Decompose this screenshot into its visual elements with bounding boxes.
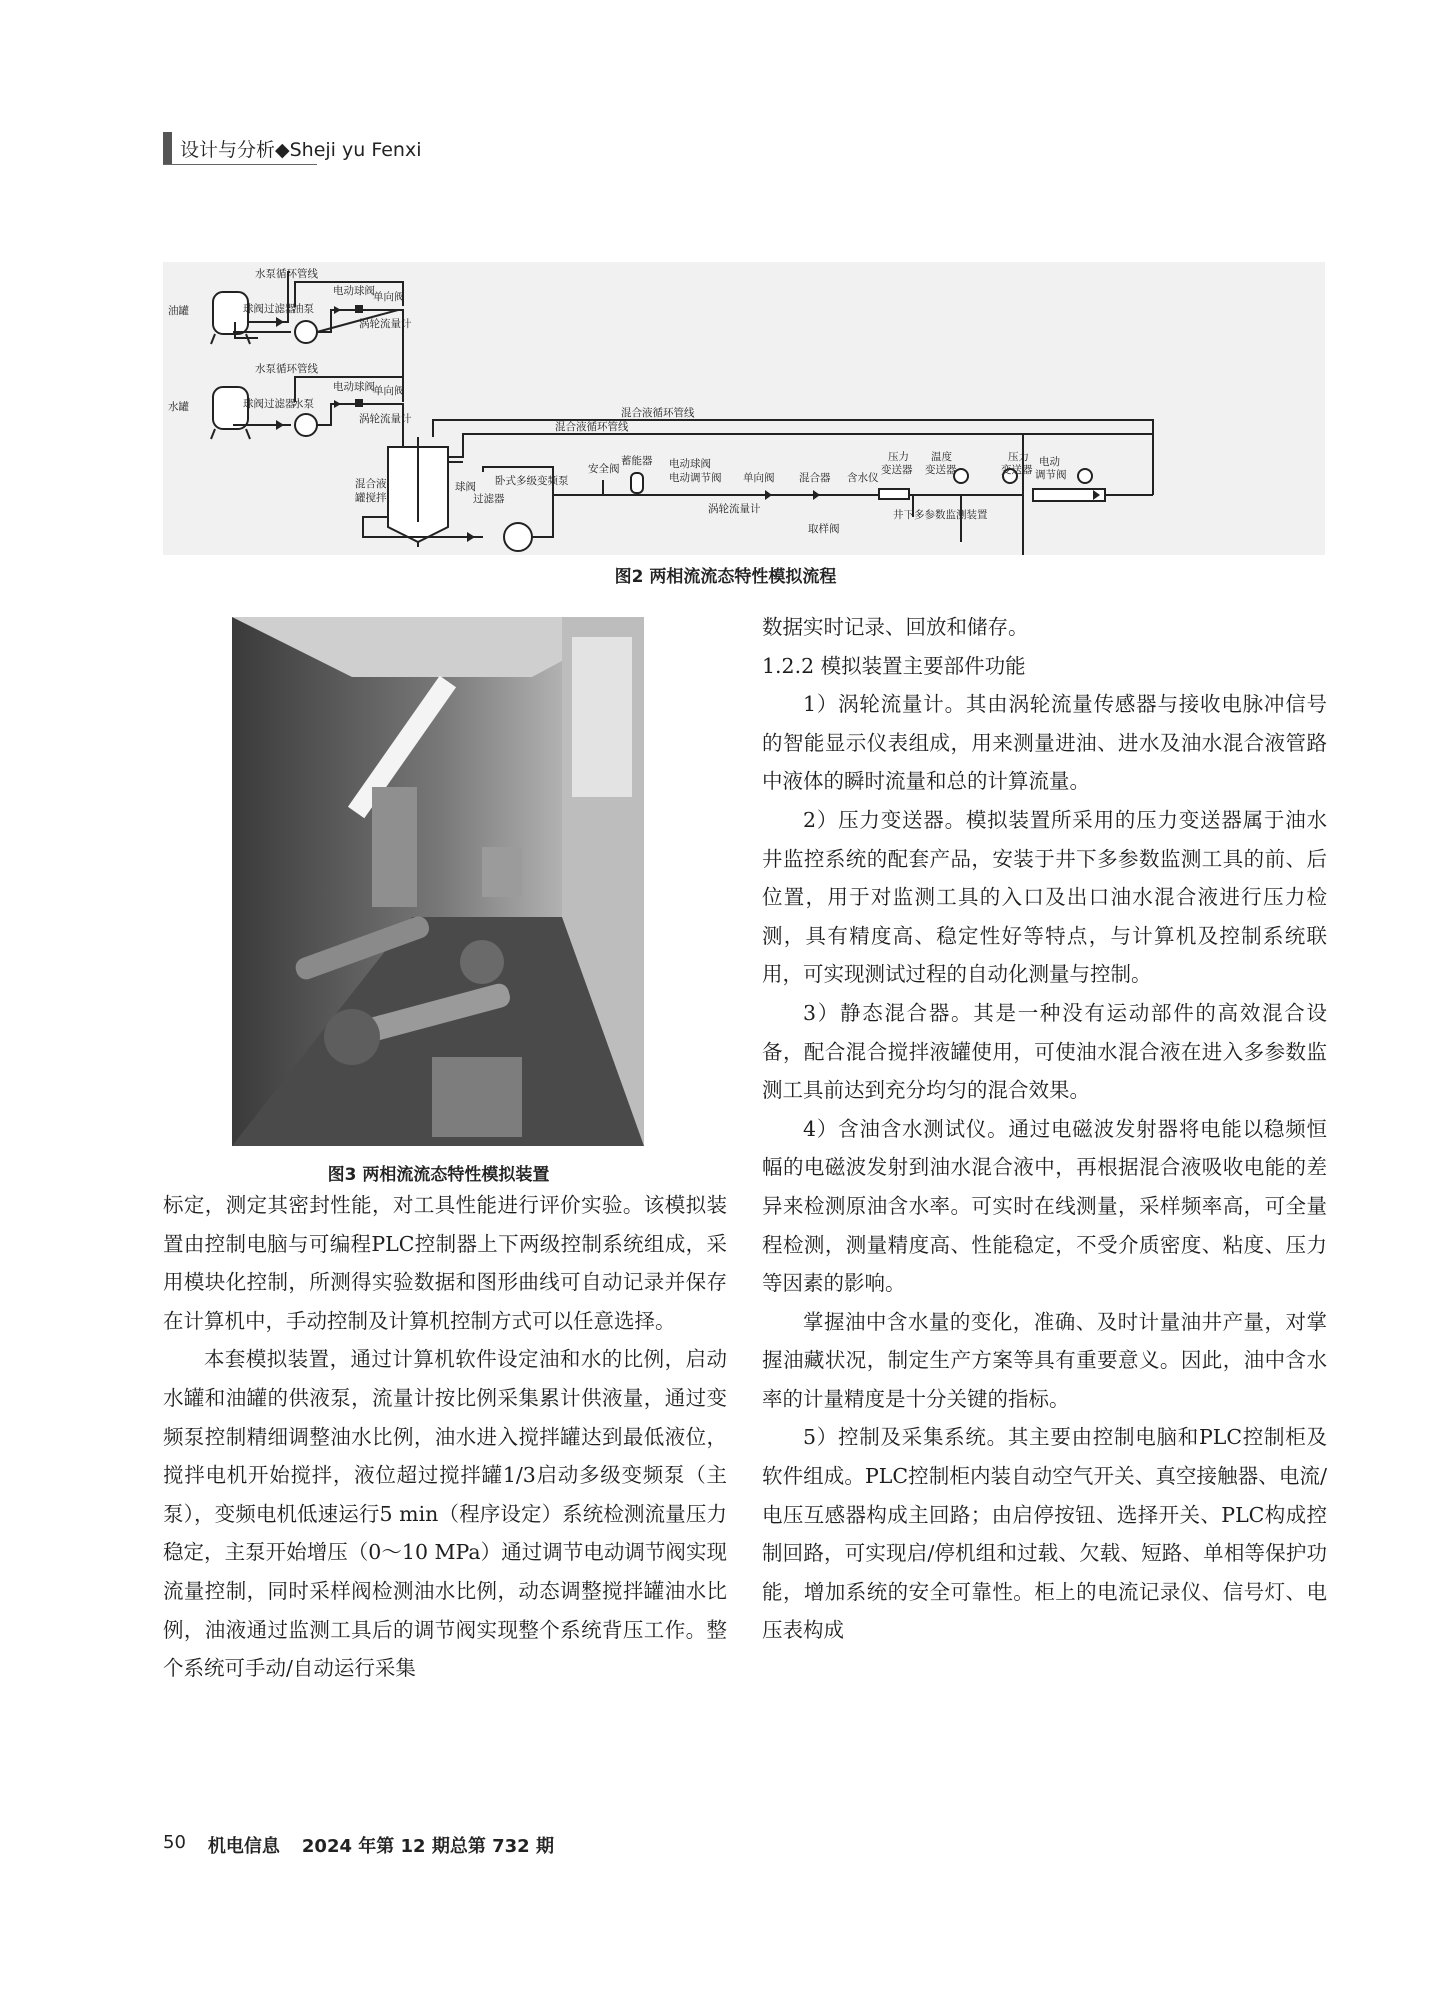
label-ball-valve-3: 球阀 [455, 481, 476, 493]
main-pump-shape [504, 523, 532, 551]
water-pump-shape [295, 414, 317, 436]
header-text: 设计与分析◆Sheji yu Fenxi [180, 138, 422, 161]
label-turbine-flowmeter-2: 涡轮流量计 [359, 413, 412, 425]
running-header [163, 132, 421, 164]
right-paragraph-1: 数据实时记录、回放和储存。 [762, 615, 1029, 639]
figure-3-photo [232, 617, 644, 1146]
right-column [762, 608, 1327, 1650]
figure-2-diagram [163, 262, 1325, 555]
right-paragraph-static-mixer: 3）静态混合器。其是一种没有运动部件的高效混合设备，配合混合搅拌液罐使用，可使油水混合液在进入多参数监测工具前达到充分均匀的混合效果。 [762, 1000, 1327, 1103]
label-mix-tank-2: 罐搅拌 [355, 492, 387, 504]
section-heading-1-2-2: 1.2.2 模拟装置主要部件功能 [762, 653, 1026, 678]
label-motor-a: 电动 [1039, 456, 1060, 468]
label-mix-tank-1: 混合液 [355, 478, 387, 490]
label-sampling-valve: 取样阀 [808, 523, 840, 535]
label-downhole-device: 井下多参数监测装置 [893, 509, 988, 521]
right-paragraph-control-system: 5）控制及采集系统。其主要由控制电脑和PLC控制柜及软件组成。PLC控制柜内装自动空气开关、真空接触器、电流/电压互感器构成主回路；由启停按钮、选择开关、PLC构成控制回路，可实现启/停机组和过载、欠载、短路、单相等保护功能，增加系统的安全可靠性。柜上的电流记录仪、信号灯、电压表构成 [762, 1425, 1327, 1643]
label-motor-b: 调节阀 [1035, 469, 1067, 481]
right-paragraph-water-cut-meter: 4）含油含水测试仪。通过电磁波发射器将电能以稳频恒幅的电磁波发射到油水混合液中，再根据混合液吸收电能的差异来检测原油含水率。可实时在线测量，采样频率高，可全量程检测，测量精度高、性能稳定，不受介质密度、粘度、压力等因素的影响。 [762, 1116, 1327, 1296]
label-pressure-1b: 变送器 [881, 464, 913, 476]
figure-2-caption: 图2 两相流流态特性模拟流程 [614, 567, 837, 587]
label-motor-ball-valve-2: 电动球阀 [333, 381, 375, 393]
label-filter-3: 过滤器 [473, 493, 505, 505]
left-paragraph-2: 本套模拟装置，通过计算机软件设定油和水的比例，启动水罐和油罐的供液泵，流量计按比例采集累计供液量，通过变频泵控制精细调整油水比例，油水进入搅拌罐达到最低液位，搅拌电机开始搅拌，液位超过搅拌罐1/3启动多级变频泵（主泵），变频电机低速运行5 min（程序设定）系统检测流量压力稳定，主泵开始增压（0～10 MPa）通过调节电动调节阀实现流量控制，同时采样阀检测油水比例，动态调整搅拌罐油水比例，油液通过监测工具后的调节阀实现整个系统背压工作。整个系统可手动/自动运行采集 [163, 1347, 727, 1681]
mixer-shape [879, 489, 909, 499]
figure-3-caption: 图3 两相流流态特性模拟装置 [327, 1165, 550, 1185]
label-temp-b: 变送器 [925, 464, 957, 476]
flow-diagram-svg [163, 262, 1325, 555]
label-water-pump: 水泵 [293, 398, 314, 410]
label-turbine-flowmeter-3: 涡轮流量计 [708, 503, 761, 515]
label-ball-valve-2: 球阀 [243, 398, 264, 410]
right-paragraph-water-content: 掌握油中含水量的变化，准确、及时计量油井产量，对掌握油藏状况，制定生产方案等具有重要意义。因此，油中含水率的计量精度是十分关键的指标。 [762, 1309, 1327, 1411]
journal-name: 机电信息 [207, 1836, 280, 1857]
label-horizontal-pump: 卧式多级变频泵 [495, 475, 569, 487]
label-ball-valve-1: 球阀 [243, 303, 264, 315]
label-temp-a: 温度 [931, 451, 952, 463]
label-motor-ball-valve-1: 电动球阀 [333, 285, 375, 297]
left-column [163, 1186, 727, 1688]
journal-issue: 2024 年第 12 期总第 732 期 [301, 1836, 554, 1857]
label-water-loop-1: 水泵循环管线 [255, 268, 318, 280]
label-water-meter: 含水仪 [847, 472, 879, 484]
label-mix-loop-1: 混合液循环管线 [621, 407, 695, 419]
label-check-valve-1: 单向阀 [373, 291, 405, 303]
label-motor-ball-valve-3: 电动球阀 [669, 458, 711, 470]
label-water-tank: 水罐 [168, 401, 189, 413]
label-water-loop-2: 水泵循环管线 [255, 363, 318, 375]
header-rule [163, 164, 317, 165]
left-paragraph-1: 标定，测定其密封性能，对工具性能进行评价实验。该模拟装置由控制电脑与可编程PLC控制器上下两级控制系统组成，采用模块化控制，所测得实验数据和图形曲线可自动记录并保存在计算机中，手动控制及计算机控制方式可以任意选择。 [163, 1193, 727, 1333]
label-pressure-2b: 变送器 [1001, 464, 1033, 476]
label-turbine-flowmeter-1: 涡轮流量计 [359, 318, 412, 330]
header-bar [163, 132, 172, 164]
label-filter-2: 过滤器 [264, 398, 296, 410]
label-pressure-2a: 压力 [1008, 451, 1029, 463]
label-check-valve-2: 单向阀 [373, 385, 405, 397]
label-safety-valve: 安全阀 [588, 463, 620, 475]
page-footer [163, 1832, 554, 1858]
accumulator-shape [631, 473, 643, 493]
right-paragraph-pressure-transmitter: 2）压力变送器。模拟装置所采用的压力变送器属于油水井监控系统的配套产品，安装于井下多参数监测工具的前、后位置，用于对监测工具的入口及出口油水混合液进行压力检测，具有精度高、稳定性好等特点，与计算机及控制系统联用，可实现测试过程的自动化测量与控制。 [762, 807, 1327, 987]
label-pressure-1a: 压力 [888, 451, 909, 463]
label-motor-regulating-valve: 电动调节阀 [669, 472, 722, 484]
page-number: 50 [163, 1832, 186, 1853]
oil-pump-shape [295, 321, 317, 343]
label-check-valve-3: 单向阀 [743, 472, 775, 484]
photo-svg [232, 617, 644, 1146]
label-filter-1: 过滤器 [264, 303, 296, 315]
label-oil-tank: 油罐 [168, 305, 189, 317]
right-paragraph-turbine-flowmeter: 1）涡轮流量计。其由涡轮流量传感器与接收电脉冲信号的智能显示仪表组成，用来测量进油、进水及油水混合液管路中液体的瞬时流量和总的计算流量。 [762, 692, 1327, 794]
label-mix-loop-2: 混合液循环管线 [555, 421, 629, 433]
label-oil-pump: 油泵 [293, 303, 314, 315]
label-mixer: 混合器 [799, 472, 831, 484]
label-accumulator: 蓄能器 [621, 455, 653, 467]
